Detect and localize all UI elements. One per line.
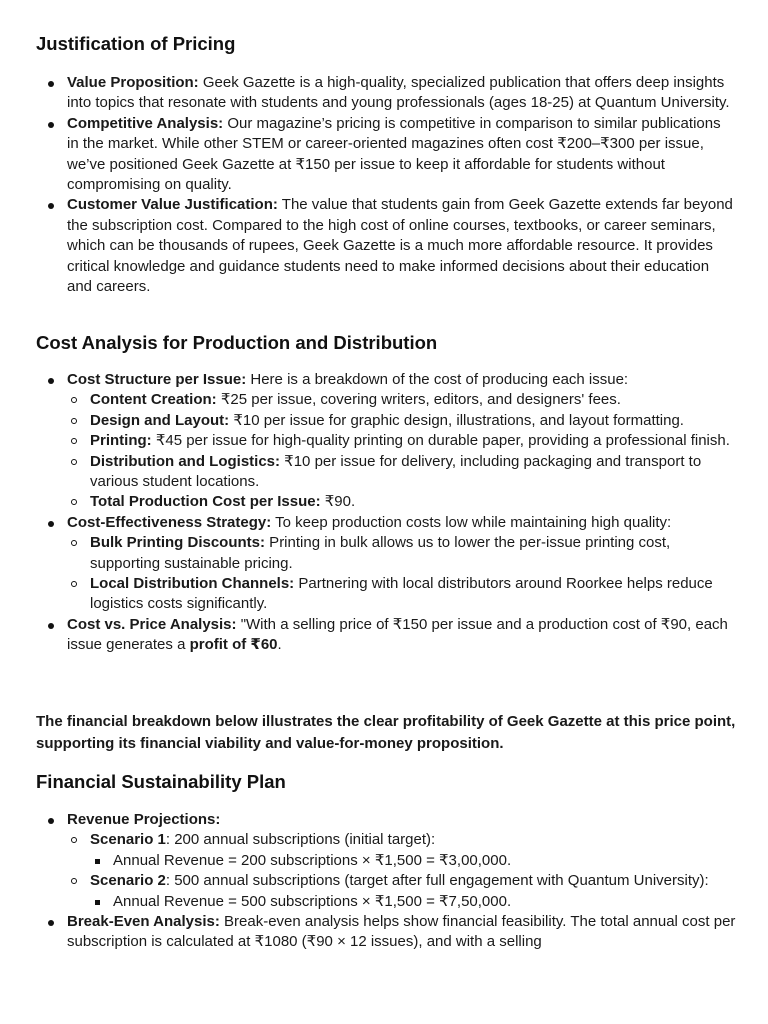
heading-cost-analysis: Cost Analysis for Production and Distribution: [36, 332, 438, 353]
item-text: : 200 annual subscriptions (initial target):: [165, 831, 436, 849]
item-text: To keep production costs low while maintaining high quality:: [271, 513, 672, 531]
scenario-2-detail-list: [90, 892, 736, 912]
item-label: Scenario 2: [90, 872, 166, 890]
item-label: Local Distribution Channels:: [90, 575, 295, 593]
cost-list: [36, 370, 736, 656]
sublist-item-content-creation: [67, 390, 736, 410]
item-label: Competitive Analysis:: [67, 114, 224, 132]
scenario-1-annual-revenue: Annual Revenue = 200 subscriptions × ₹1,500 = ₹3,00,000.: [90, 851, 736, 871]
item-label: Design and Layout:: [90, 411, 230, 429]
item-text: Our magazine’s pricing is competitive in comparison to similar publications in the market. While other STEM or career-oriented magazines often cost ₹200–₹300 per issue, we’ve positioned Geek Gazette at ₹150 per issue to keep it affordable for students without compromising on quality.: [67, 114, 721, 194]
item-text: Geek Gazette is a high-quality, specialized publication that offers deep insights into topics that resonate with students and young professionals (ages 18-25) at Quantum University.: [67, 74, 730, 112]
item-label: Content Creation:: [90, 391, 217, 409]
sublist-item-scenario-1: [67, 830, 736, 871]
item-label: Cost vs. Price Analysis:: [67, 615, 237, 633]
sublist-item-printing: [67, 431, 736, 451]
item-text: ₹45 per issue for high-quality printing on durable paper, providing a professional finish.: [151, 432, 730, 450]
item-text: ₹25 per issue, covering writers, editors, and designers' fees.: [216, 391, 621, 409]
item-label: Scenario 1: [90, 831, 166, 849]
item-text: Partnering with local distributors around Roorkee helps reduce logistics costs significantly.: [90, 575, 713, 613]
list-item-cost-structure: [36, 370, 736, 513]
item-text: Printing in bulk allows us to lower the per-issue printing cost, supporting sustainable pricing.: [90, 534, 671, 572]
item-label: Cost Structure per Issue:: [67, 371, 247, 388]
sublist-item-scenario-2: [67, 871, 736, 912]
list-item-break-even: [36, 912, 736, 953]
list-item-value-proposition: [36, 73, 736, 114]
item-label: Value Proposition:: [67, 74, 199, 91]
scenario-1-detail-list: [90, 851, 736, 871]
item-text: Break-even analysis helps show financial feasibility. The total annual cost per subscription is calculated at ₹1080 (₹90 × 12 issues), and with a selling: [67, 913, 736, 951]
heading-financial-sustainability: Financial Sustainability Plan: [36, 771, 286, 792]
sublist-item-local-distribution: [67, 574, 736, 615]
heading-justification-of-pricing: Justification of Pricing: [36, 33, 236, 54]
sublist-item-bulk-printing: [67, 533, 736, 574]
item-label: Customer Value Justification:: [67, 196, 278, 214]
item-label: Revenue Projections:: [67, 811, 221, 828]
list-item-customer-value: [36, 195, 736, 297]
item-text: : 500 annual subscriptions (target after full engagement with Quantum University):: [165, 872, 709, 890]
scenario-sublist: [67, 830, 736, 912]
list-item-cost-effectiveness: [36, 513, 736, 615]
list-item-revenue-projections: [36, 810, 736, 912]
item-label: Cost-Effectiveness Strategy:: [67, 513, 272, 531]
item-label: Bulk Printing Discounts:: [90, 534, 266, 552]
strategy-sublist: [67, 533, 736, 615]
sublist-item-distribution: [67, 452, 736, 493]
sublist-item-total-cost: [67, 492, 736, 512]
list-item-competitive-analysis: [36, 114, 736, 196]
financial-summary-paragraph: The financial breakdown below illustrates the clear profitability of Geek Gazette at this price point, supporting its financial viability and value-for-money proposition.: [36, 713, 736, 752]
sublist-item-design-layout: [67, 411, 736, 431]
item-text: ₹90.: [320, 493, 356, 511]
pricing-list: [36, 73, 736, 297]
item-text: Here is a breakdown of the cost of producing each issue:: [246, 371, 629, 388]
scenario-2-annual-revenue: Annual Revenue = 500 subscriptions × ₹1,500 = ₹7,50,000.: [90, 892, 736, 912]
list-item-cost-vs-price: [36, 615, 736, 656]
item-tail: .: [277, 636, 282, 654]
item-text: The value that students gain from Geek Gazette extends far beyond the subscription cost. Compared to the high cost of online courses, textbooks, or career seminars, which can be thousands of rupees, Geek Gazette is a much more affordable resource. It provides critical knowledge and guidance students need to make informed decisions about their education and careers.: [67, 196, 733, 296]
item-text: ₹10 per issue for delivery, including packaging and transport to various student locations.: [90, 452, 702, 491]
sustainability-list: [36, 810, 736, 953]
cost-structure-sublist: [67, 390, 736, 512]
item-text: "With a selling price of ₹150 per issue and a production cost of ₹90, each issue generates a: [67, 615, 728, 654]
item-label: Break-Even Analysis:: [67, 913, 220, 931]
item-label: Total Production Cost per Issue:: [90, 493, 321, 511]
item-text: ₹10 per issue for graphic design, illustrations, and layout formatting.: [229, 411, 684, 429]
profit-highlight: profit of ₹60: [189, 636, 278, 654]
item-label: Distribution and Logistics:: [90, 452, 280, 470]
item-label: Printing:: [90, 432, 152, 450]
